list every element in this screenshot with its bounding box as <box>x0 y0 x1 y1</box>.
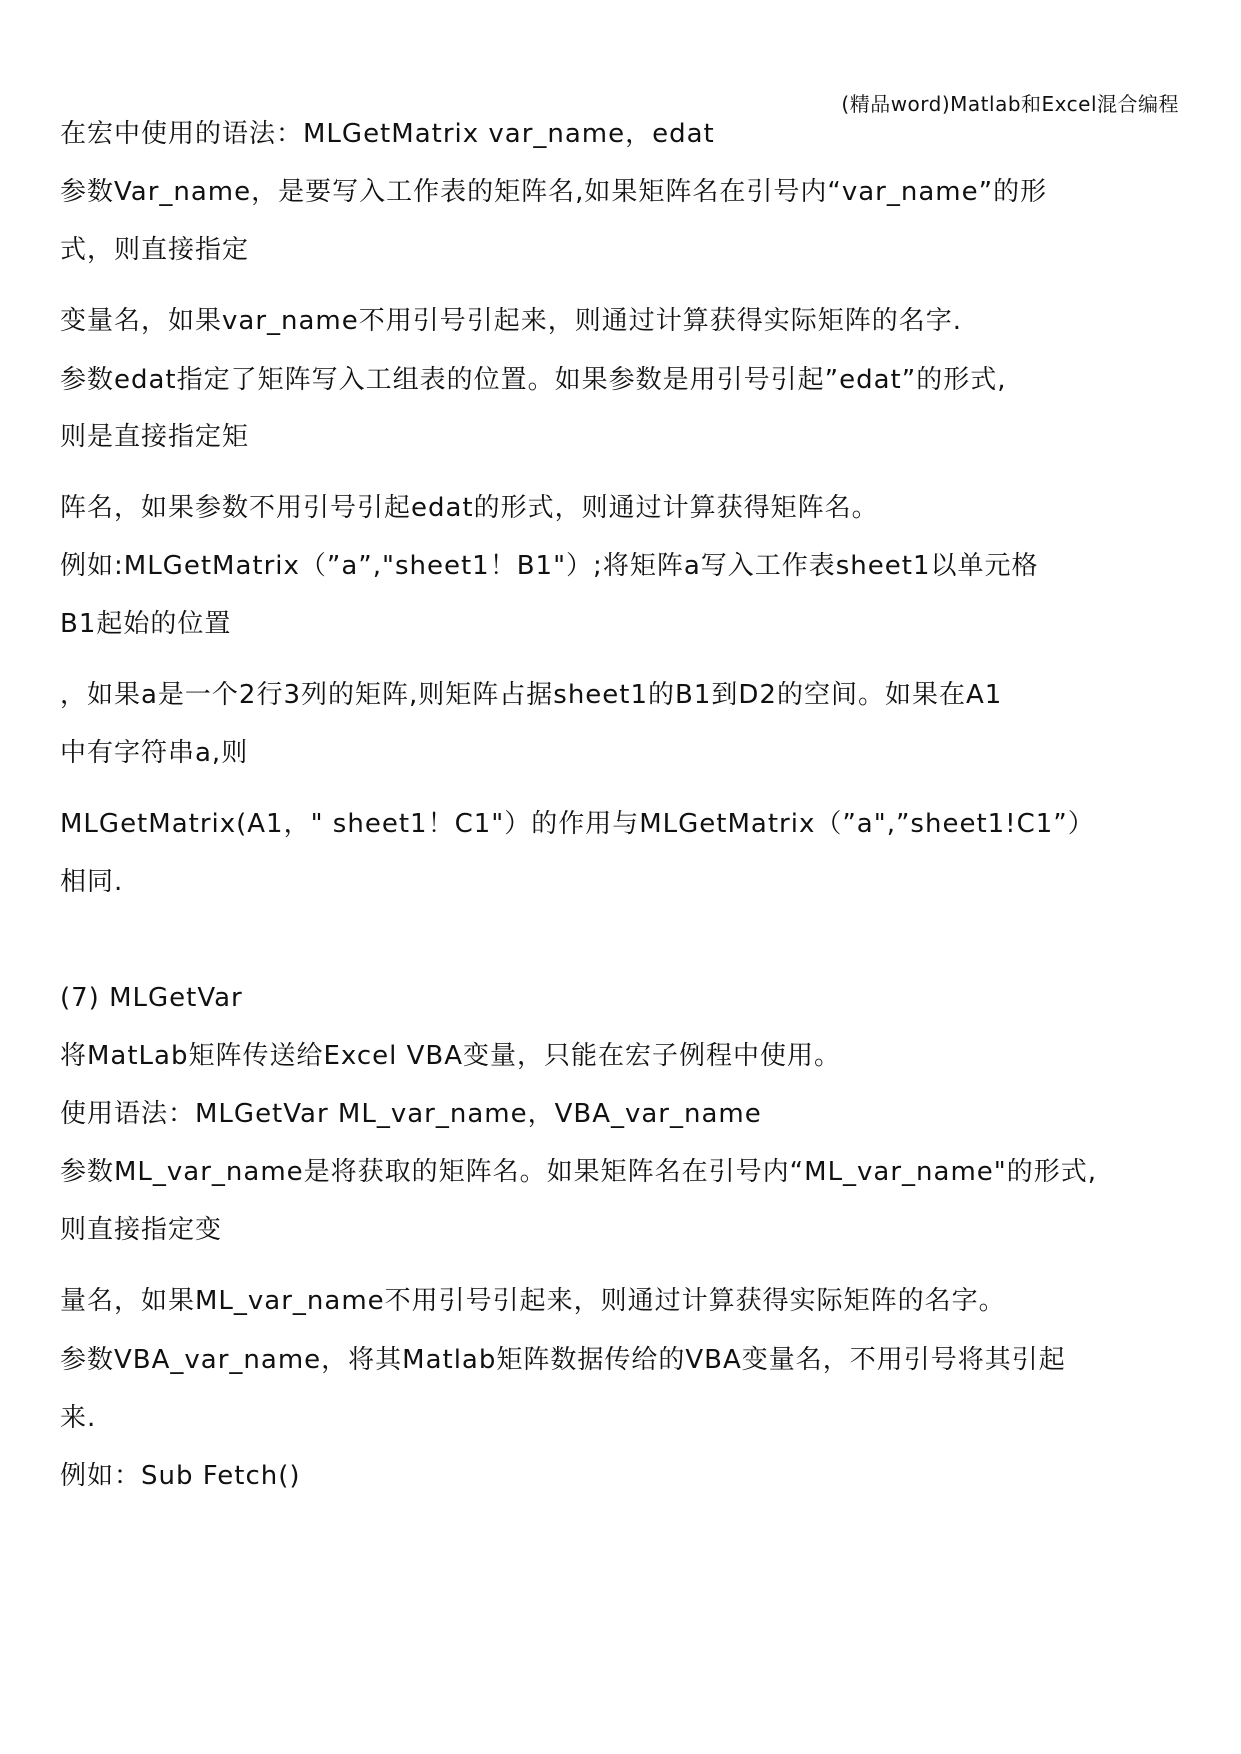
text-line: MLGetMatrix(A1，" sheet1！C1"）的作用与MLGetMatrix（”a",”sheet1!C1”） <box>60 809 1095 839</box>
text-line: 变量名，如果var_name不用引号引起来，则通过计算获得实际矩阵的名字. <box>60 306 963 336</box>
text-line: 参数Var_name，是要写入工作表的矩阵名,如果矩阵名在引号内“var_name”的形 <box>60 177 1048 207</box>
text-line: 中有字符串a,则 <box>60 738 249 768</box>
text-line: 式，则直接指定 <box>60 235 250 265</box>
text-line: B1起始的位置 <box>60 609 232 639</box>
text-line: 例如：Sub Fetch() <box>60 1461 301 1491</box>
text-line: ，如果a是一个2行3列的矩阵,则矩阵占据sheet1的B1到D2的空间。如果在A1 <box>60 680 1003 710</box>
text-line: 例如:MLGetMatrix（”a”,"sheet1！B1"）;将矩阵a写入工作表sheet1以单元格 <box>60 551 1039 581</box>
text-line: 来. <box>60 1403 97 1433</box>
text-line: 将MatLab矩阵传送给Excel VBA变量，只能在宏子例程中使用。 <box>60 1041 842 1071</box>
text-line: 参数ML_var_name是将获取的矩阵名。如果矩阵名在引号内“ML_var_name"的形式, <box>60 1157 1098 1187</box>
text-line: 则是直接指定矩 <box>60 422 250 452</box>
text-line: 阵名，如果参数不用引号引起edat的形式，则通过计算获得矩阵名。 <box>60 493 879 523</box>
text-line: 参数edat指定了矩阵写入工组表的位置。如果参数是用引号引起”edat”的形式, <box>60 365 1007 395</box>
text-line: 使用语法：MLGetVar ML_var_name，VBA_var_name <box>60 1099 762 1129</box>
text-line: 在宏中使用的语法：MLGetMatrix var_name，edat <box>60 119 715 149</box>
text-line: 参数VBA_var_name，将其Matlab矩阵数据传给的VBA变量名，不用引号将其引起 <box>60 1345 1066 1375</box>
page-header: (精品word)Matlab和Excel混合编程 <box>841 92 1179 116</box>
text-line: 量名，如果ML_var_name不用引号引起来，则通过计算获得实际矩阵的名字。 <box>60 1286 1006 1316</box>
text-line: 则直接指定变 <box>60 1215 223 1245</box>
section-heading: (7) MLGetVar <box>60 983 243 1013</box>
text-line: 相同. <box>60 867 124 897</box>
